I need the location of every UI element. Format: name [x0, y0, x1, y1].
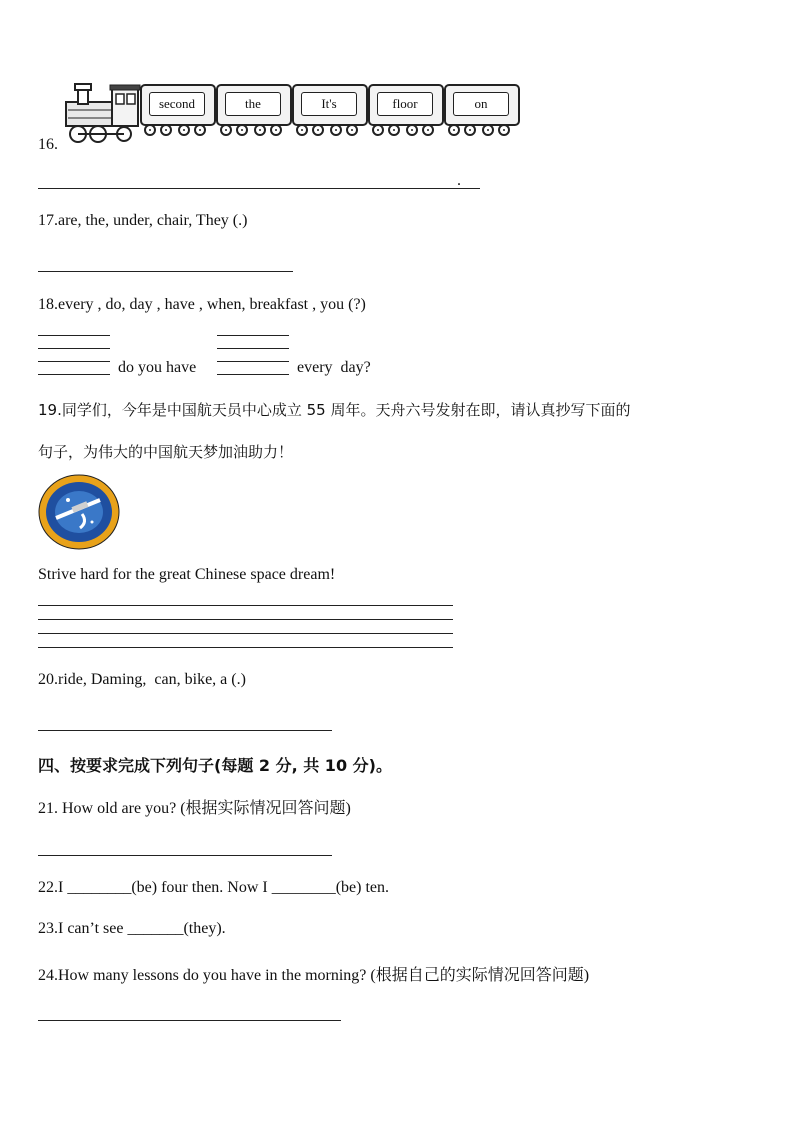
train-car-5: [444, 84, 520, 126]
car-wheels: [220, 124, 292, 138]
q19-sentence: Strive hard for the great Chinese space dream!: [38, 566, 336, 583]
q18-end-text: every day?: [297, 359, 371, 376]
train-car-3: [292, 84, 368, 126]
q16-end-punct: .: [457, 172, 461, 189]
tianzhou-mission-badge-icon: [38, 474, 120, 550]
q19-instruction-line2: 句子，为伟大的中国航天梦加油助力！: [38, 443, 294, 461]
train-car-2: [216, 84, 292, 126]
car-wheels: [448, 124, 520, 138]
train-word: on: [453, 92, 509, 116]
q18-prompt: 18.every , do, day , have , when, breakfast , you (?): [38, 296, 366, 313]
locomotive-icon: [64, 80, 144, 146]
q24-prompt: 24.How many lessons do you have in the morning? (根据自己的实际情况回答问题): [38, 967, 590, 984]
train-word: second: [149, 92, 205, 116]
q19-copy-line-2[interactable]: [38, 619, 453, 620]
q23-prompt: 23.I can’t see _______(they).: [38, 920, 226, 937]
q24-answer-line[interactable]: [38, 1020, 341, 1021]
q18-blank-1c[interactable]: [38, 361, 110, 362]
q18-blank-2b[interactable]: [217, 348, 289, 349]
q16-number: 16.: [38, 136, 58, 153]
q18-blank-1a[interactable]: [38, 335, 110, 336]
section4-heading: 四、按要求完成下列句子(每题 2 分, 共 10 分)。: [38, 756, 392, 775]
q18-blank-1b[interactable]: [38, 348, 110, 349]
train-car-4: [368, 84, 444, 126]
q18-blank-2a[interactable]: [217, 335, 289, 336]
q22-prompt: 22.I ________(be) four then. Now I ________(be) ten.: [38, 879, 390, 896]
train-word: floor: [377, 92, 433, 116]
train-word: It's: [301, 92, 357, 116]
q21-answer-line[interactable]: [38, 855, 332, 856]
q21-prompt: 21. How old are you? (根据实际情况回答问题): [38, 800, 351, 817]
q20-prompt: 20.ride, Daming, can, bike, a (.): [38, 671, 246, 688]
q18-blank-2d[interactable]: [217, 374, 289, 375]
train-car-1: [140, 84, 216, 126]
q18-blank-1d[interactable]: [38, 374, 110, 375]
q17-answer-line[interactable]: [38, 271, 293, 272]
car-wheels: [372, 124, 444, 138]
q19-instruction-line1: 19.同学们，今年是中国航天员中心成立 55 周年。天舟六号发射在即，请认真抄写下面的: [38, 401, 631, 419]
car-wheels: [296, 124, 368, 138]
q20-answer-line[interactable]: [38, 730, 332, 731]
train-word: the: [225, 92, 281, 116]
q19-copy-line-3[interactable]: [38, 633, 453, 634]
q18-mid-text: do you have: [118, 359, 197, 376]
car-wheels: [144, 124, 216, 138]
q18-blank-2c[interactable]: [217, 361, 289, 362]
q16-answer-line[interactable]: [38, 188, 480, 189]
q17-prompt: 17.are, the, under, chair, They (.): [38, 212, 248, 229]
q19-copy-line-4[interactable]: [38, 647, 453, 648]
q19-copy-line-1[interactable]: [38, 605, 453, 606]
